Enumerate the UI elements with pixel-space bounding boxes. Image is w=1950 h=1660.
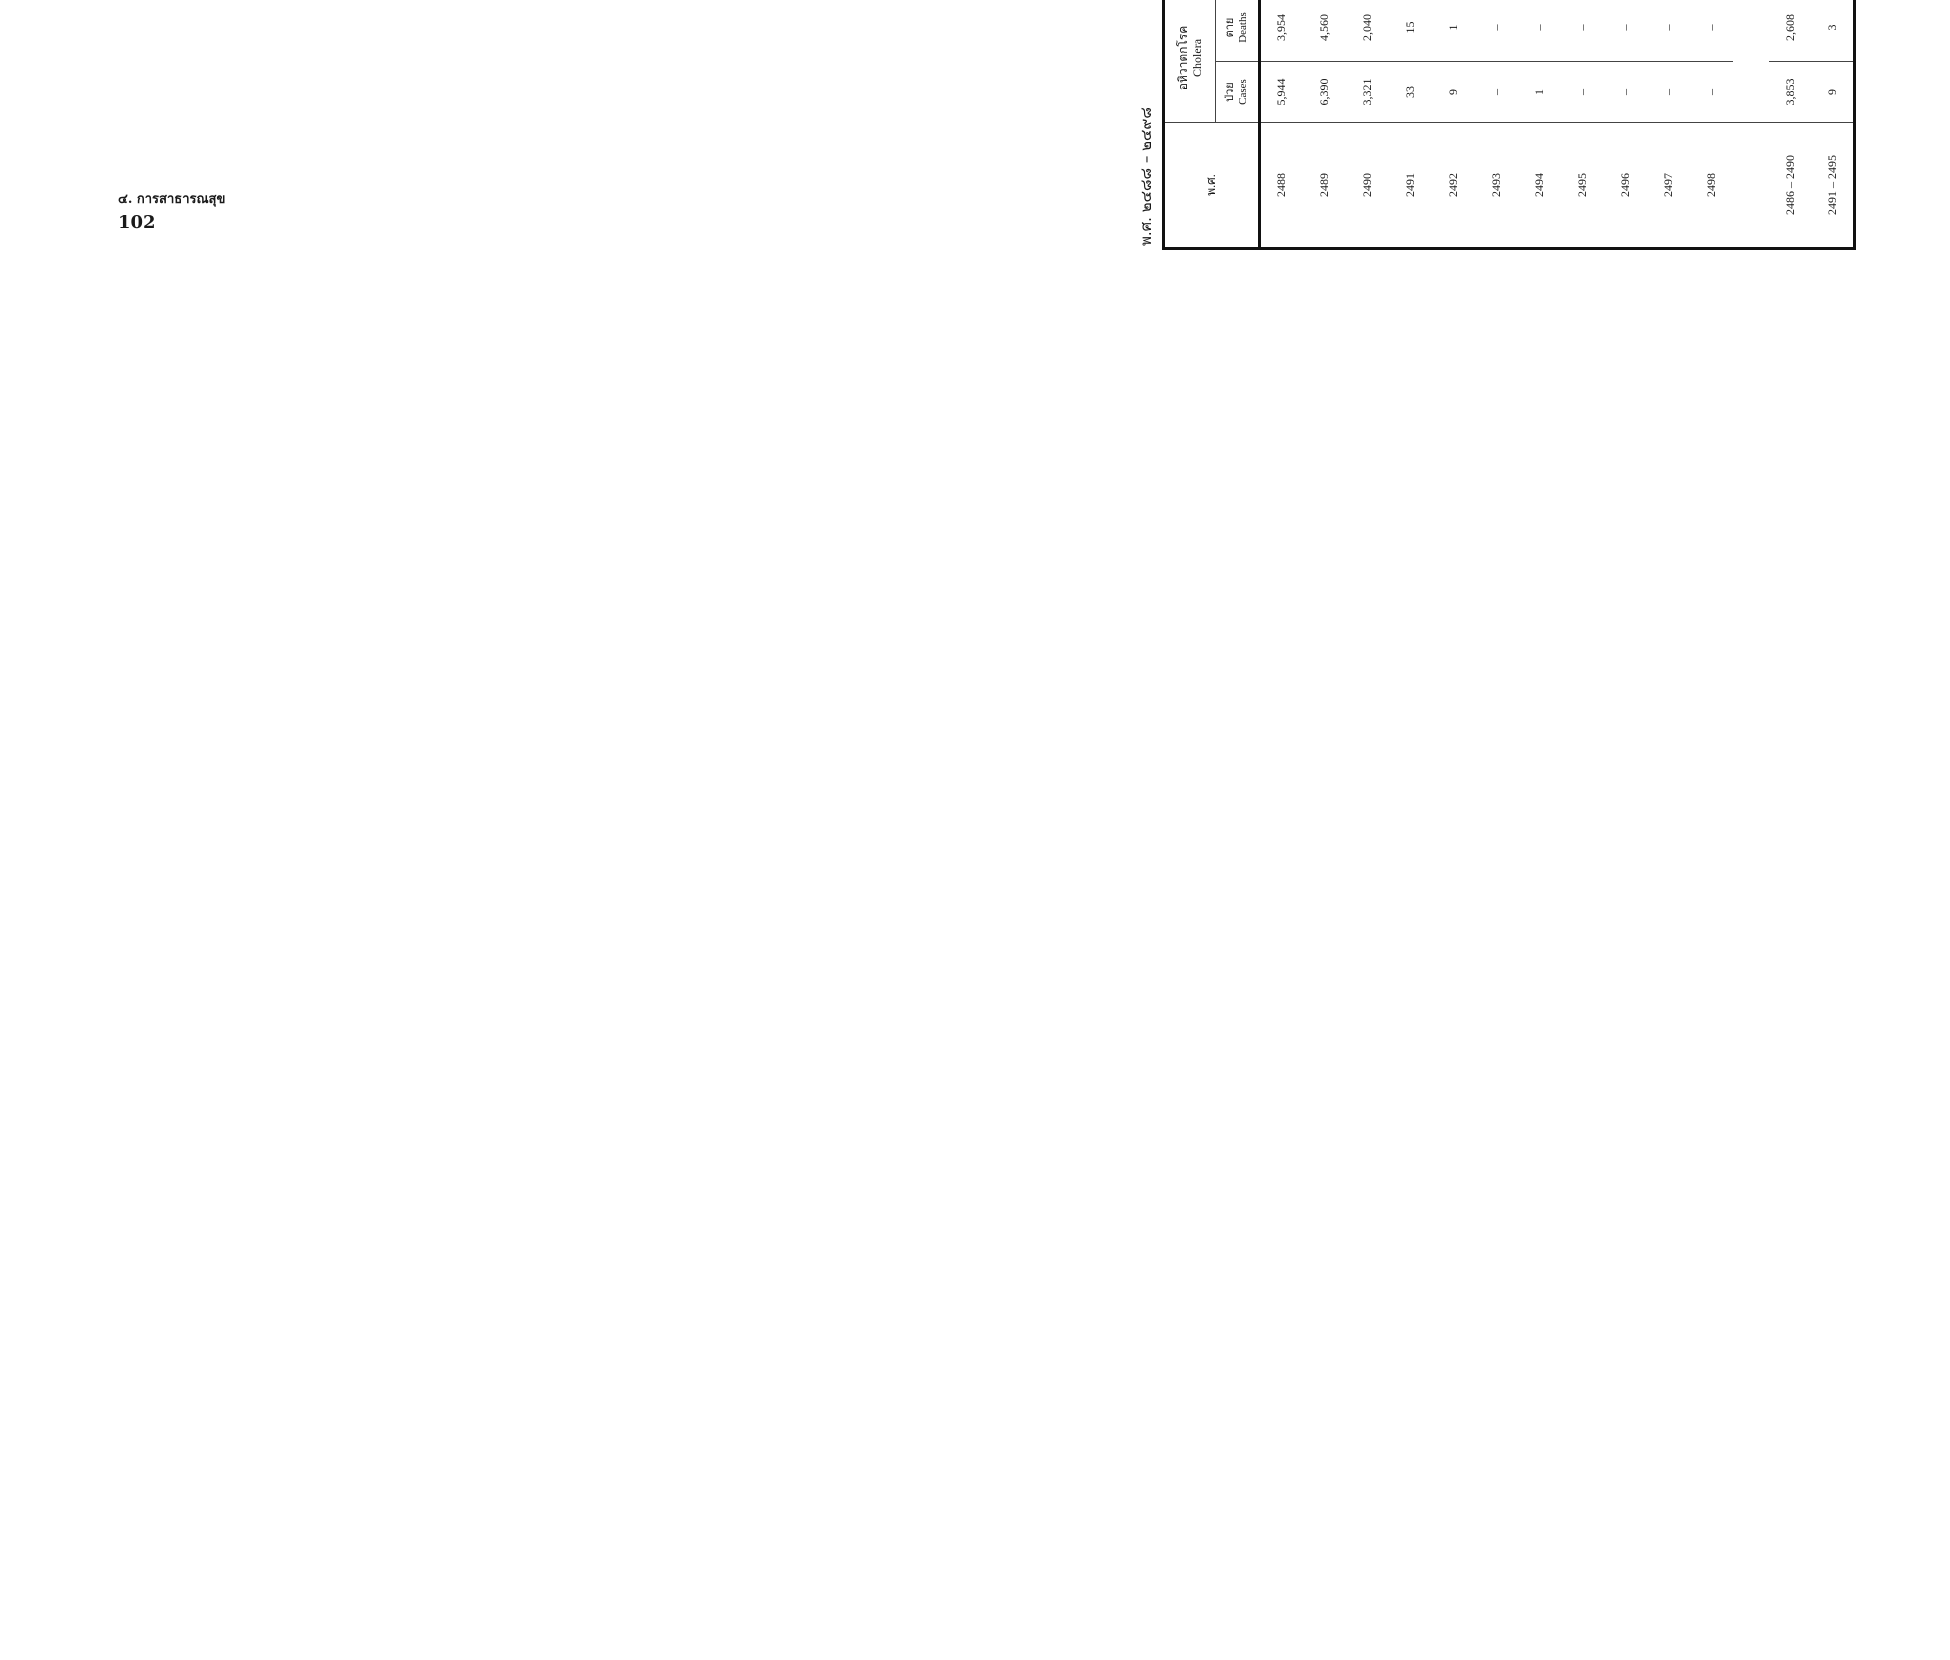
deaths-cell: – xyxy=(1561,0,1604,62)
year-be-cell: 2496 xyxy=(1604,123,1647,249)
year-be-cell: 2490 xyxy=(1346,123,1389,249)
deaths-cell: 2,040 xyxy=(1346,0,1389,62)
table-title-block xyxy=(1080,0,1160,250)
table-row xyxy=(1690,0,1733,249)
year-be-cell: 2498 xyxy=(1690,123,1733,249)
header-row-diseases xyxy=(1164,0,1216,249)
chapter-heading: ๔. การสาธารณสุข xyxy=(118,192,226,207)
cases-cell: 3,853 xyxy=(1769,62,1812,123)
cases-cell: – xyxy=(1647,62,1690,123)
deaths-label-english: Deaths xyxy=(1237,12,1249,43)
year-thai-header-label: พ.ศ. xyxy=(1204,174,1219,196)
table-row xyxy=(1346,0,1389,249)
table-row xyxy=(1604,0,1647,249)
table-row xyxy=(1518,0,1561,249)
rotated-table-area xyxy=(1080,0,1950,250)
spacer-cell xyxy=(1733,123,1769,249)
deaths-label-thai: ตาย xyxy=(1223,17,1236,38)
cases-cell: 3,321 xyxy=(1346,62,1389,123)
deaths-cell: – xyxy=(1647,0,1690,62)
average-row xyxy=(1769,0,1812,249)
deaths-cell: 2,608 xyxy=(1769,0,1812,62)
cases-cell: – xyxy=(1561,62,1604,123)
year-be-cell: 2495 xyxy=(1561,123,1604,249)
table-row xyxy=(1260,0,1303,249)
year-be-cell: 2486 – 2490 xyxy=(1769,123,1812,249)
deaths-cell: – xyxy=(1604,0,1647,62)
year-be-cell: 2491 xyxy=(1389,123,1432,249)
cases-cell: – xyxy=(1690,62,1733,123)
deaths-cell: 15 xyxy=(1389,0,1432,62)
cases-cell: 5,944 xyxy=(1260,62,1303,123)
disease-header xyxy=(1164,0,1216,123)
annual-average-label xyxy=(1733,0,1769,123)
table-row xyxy=(1389,0,1432,249)
deaths-cell: – xyxy=(1475,0,1518,62)
deaths-cell: 3,954 xyxy=(1260,0,1303,62)
deaths-cell: – xyxy=(1690,0,1733,62)
deaths-cell: 1 xyxy=(1432,0,1475,62)
disease-table xyxy=(1162,0,1856,250)
cases-header xyxy=(1216,62,1260,123)
year-be-cell: 2492 xyxy=(1432,123,1475,249)
cases-label-english: Cases xyxy=(1237,79,1249,105)
cases-cell: 9 xyxy=(1432,62,1475,123)
cases-cell: – xyxy=(1604,62,1647,123)
page-number: 102 xyxy=(118,212,156,233)
cases-label-thai: ป่วย xyxy=(1223,82,1236,102)
period-thai: พ.ศ. ๒๔๘๘ – ๒๔๙๘ xyxy=(1137,107,1155,246)
cases-cell: 1 xyxy=(1518,62,1561,123)
deaths-cell: 3 xyxy=(1812,0,1855,62)
deaths-cell: – xyxy=(1518,0,1561,62)
table-row xyxy=(1475,0,1518,249)
disease-name-thai: อหิวาตกโรค xyxy=(1175,25,1190,91)
year-be-cell: 2497 xyxy=(1647,123,1690,249)
cases-cell: 6,390 xyxy=(1303,62,1346,123)
disease-name-english: Cholera xyxy=(1190,38,1204,77)
year-be-cell: 2488 xyxy=(1260,123,1303,249)
deaths-header xyxy=(1216,0,1260,62)
cases-cell: – xyxy=(1475,62,1518,123)
table-row xyxy=(1303,0,1346,249)
table-row xyxy=(1432,0,1475,249)
cases-cell: 33 xyxy=(1389,62,1432,123)
year-be-cell: 2494 xyxy=(1518,123,1561,249)
year-be-cell: 2491 – 2495 xyxy=(1812,123,1855,249)
table-row xyxy=(1561,0,1604,249)
table-row xyxy=(1647,0,1690,249)
year-thai-header xyxy=(1164,123,1260,249)
average-row xyxy=(1812,0,1855,249)
year-be-cell: 2493 xyxy=(1475,123,1518,249)
annual-average-row xyxy=(1733,0,1769,249)
deaths-cell: 4,560 xyxy=(1303,0,1346,62)
cases-cell: 9 xyxy=(1812,62,1855,123)
year-be-cell: 2489 xyxy=(1303,123,1346,249)
